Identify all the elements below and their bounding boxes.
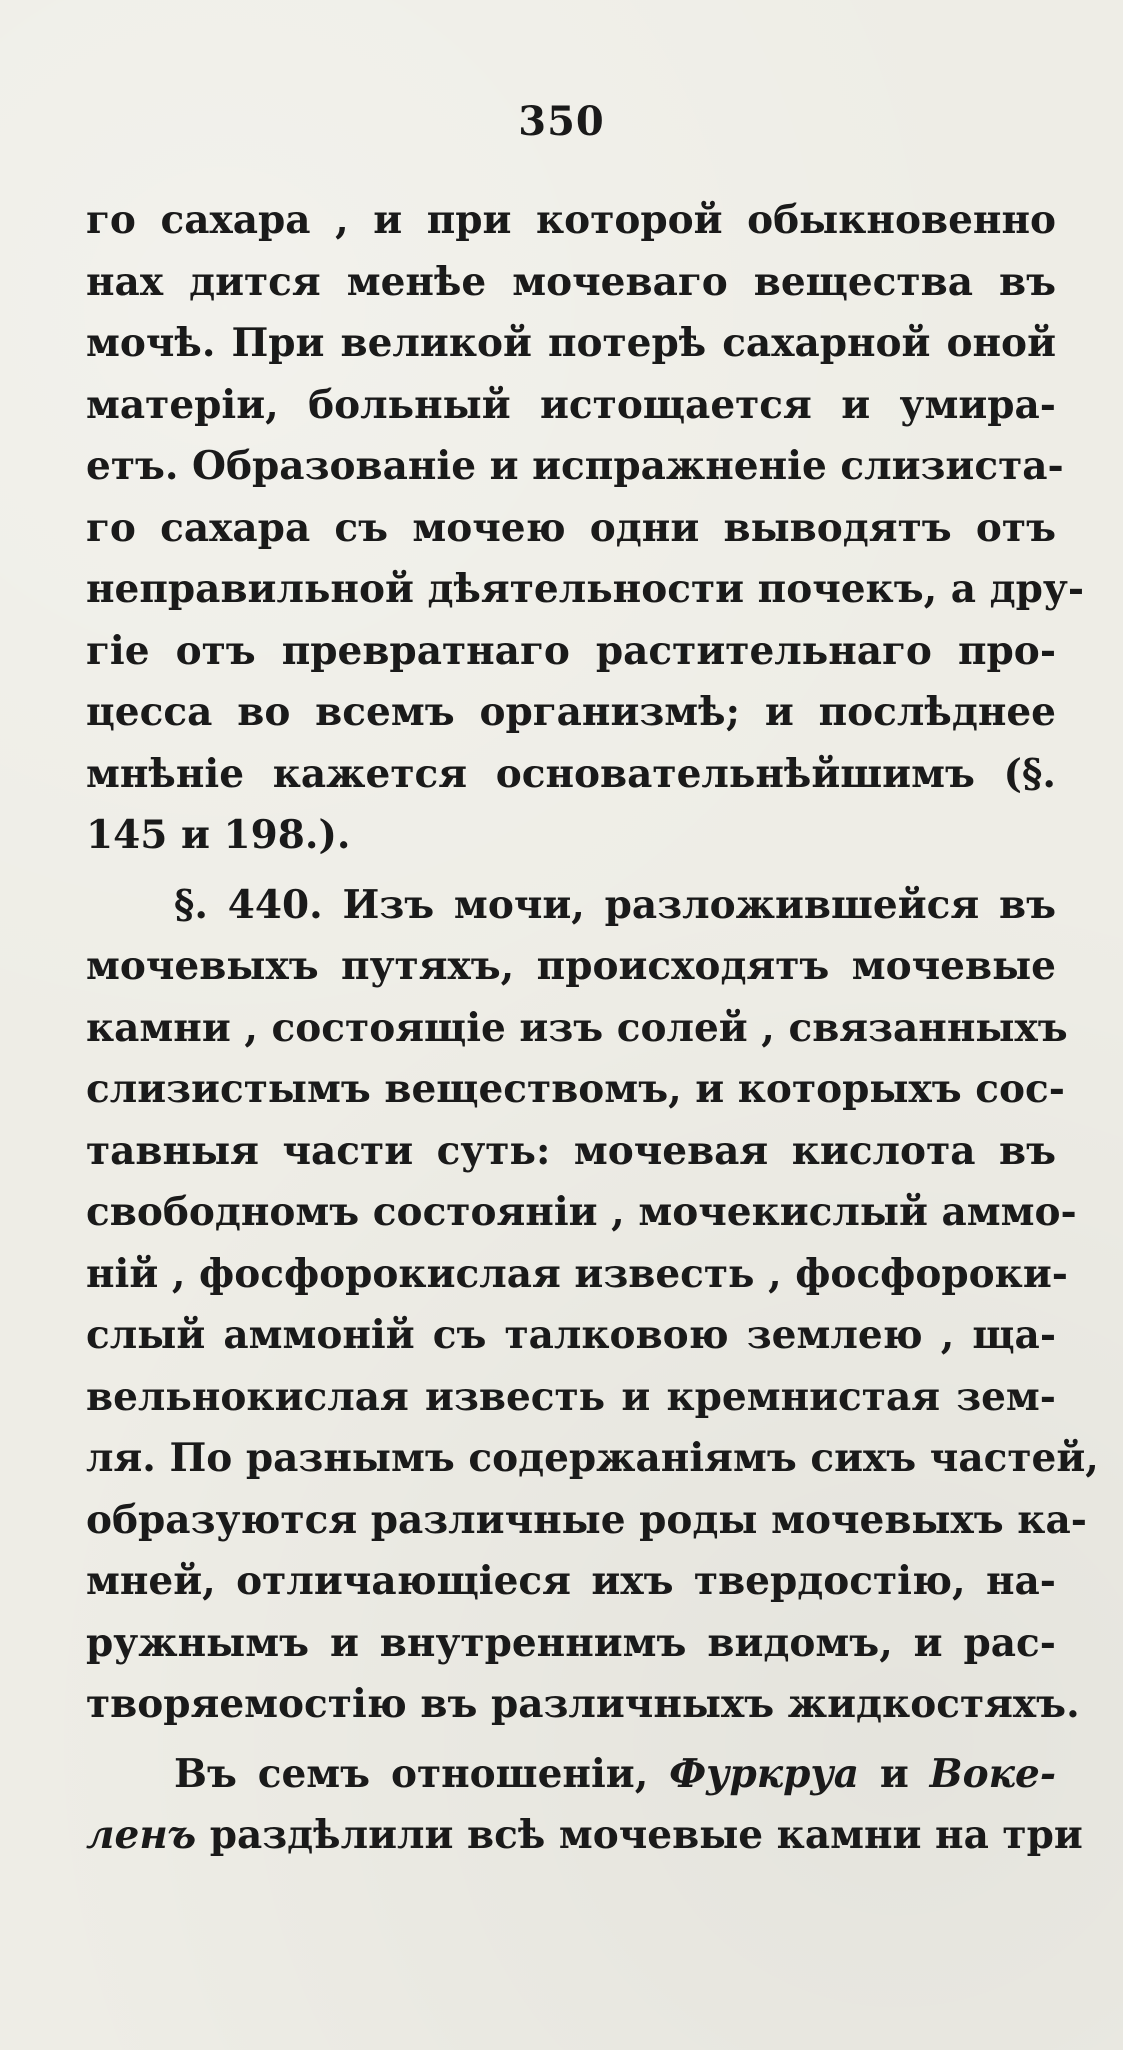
author-fourcroy: Фуркруа <box>669 1750 859 1797</box>
text-line-23: мней, отличающiеся ихъ твердостiю, на- <box>86 1558 1056 1604</box>
text-line-24: ружнымъ и внутреннимъ видомъ, и рас- <box>86 1619 1056 1666</box>
text-line-21: ля. По разнымъ содержанiямъ сихъ частей, <box>86 1435 1099 1481</box>
text-line-19: слый аммонiй съ талковою землею , ща- <box>86 1312 1056 1358</box>
text-line-15: слизистымъ веществомъ, и которыхъ сос- <box>86 1066 1065 1112</box>
text-line-14: камни , состоящiе изъ солей , связанныхъ <box>86 1004 1068 1051</box>
text-line-7: неправильной дѣятельности почекъ, а дру- <box>86 566 1085 612</box>
text-line-27-part-2: раздѣлили всѣ мочевые камни на три <box>209 1812 1083 1858</box>
text-line-4: матерiи, больный истощается и умира- <box>86 381 1056 428</box>
text-line-5: етъ. Образованiе и испражненiе слизиста- <box>86 443 1064 489</box>
text-line-27 <box>86 1805 1083 1867</box>
text-line-1: го сахара , и при которой обыкновенно <box>86 197 1056 243</box>
text-line-10: мнѣнiе кажется основательнѣйшимъ (§. <box>86 750 1056 797</box>
text-line-25: творяемостiю въ различныхъ жидкостяхъ. <box>86 1681 1080 1727</box>
text-line-13: мочевыхъ путяхъ, происходятъ мочевые <box>86 943 1056 989</box>
text-line-26-part-1: Въ семъ отношенiи, <box>174 1750 649 1797</box>
text-line-9: цесса во всемъ организмѣ; и послѣднее <box>86 689 1056 735</box>
author-vauquelin-part-2: ленъ <box>86 1812 197 1858</box>
text-line-8: гiе отъ превратнаго растительнаго про- <box>86 627 1056 674</box>
text-line-3: мочѣ. При великой потерѣ сахарной оной <box>86 320 1056 366</box>
text-line-2: нах дится менѣе мочеваго вещества въ <box>86 258 1056 305</box>
text-line-26 <box>86 1744 1056 1806</box>
text-line-20: вельнокислая известь и кремнистая зем- <box>86 1373 1056 1420</box>
author-vauquelin-part-1: Воке- <box>929 1750 1057 1797</box>
text-line-11: 145 и 198.). <box>86 812 351 858</box>
text-line-26-part-3: и <box>879 1750 909 1797</box>
paragraph-440-start: §. 440. Изъ мочи, разложившейся въ <box>174 881 1056 928</box>
text-line-22: образуются различные роды мочевыхъ ка- <box>86 1496 1087 1543</box>
text-line-6: го сахара съ мочею одни выводятъ отъ <box>86 504 1056 551</box>
page-number: 350 <box>518 98 605 145</box>
body-text <box>86 190 1099 1867</box>
text-line-18: нiй , фосфорокислая известь , фосфороки- <box>86 1250 1068 1297</box>
text-line-16: тавныя части суть: мочевая кислота въ <box>86 1127 1056 1174</box>
text-line-17: свободномъ состоянiи , мочекислый аммо- <box>86 1189 1077 1235</box>
